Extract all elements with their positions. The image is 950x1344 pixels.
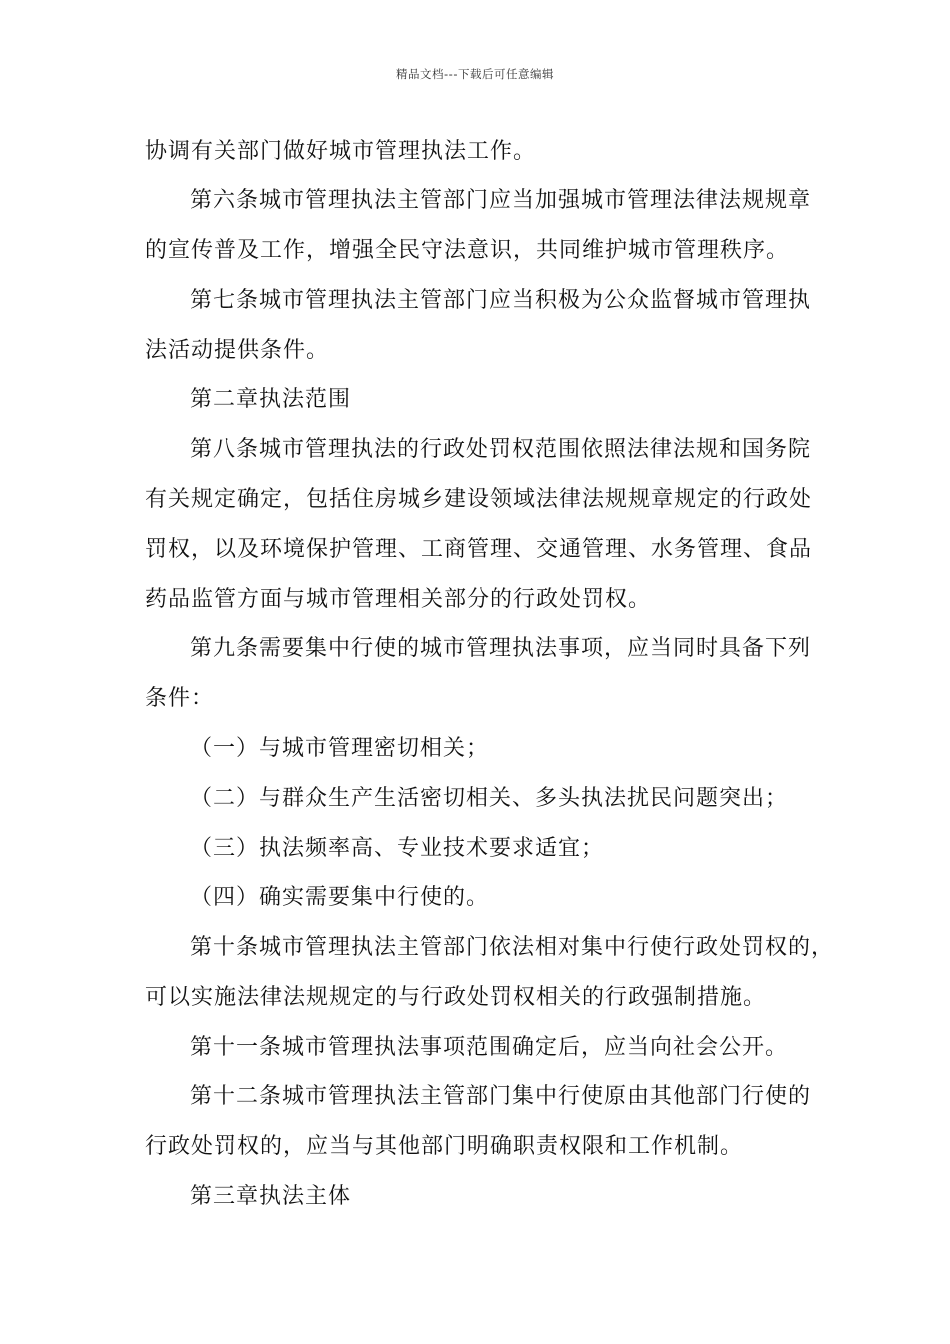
paragraph-article-6: 第六条城市管理执法主管部门应当加强城市管理法律法规规章 [190, 188, 812, 213]
paragraph-article-12: 第十二条城市管理执法主管部门集中行使原由其他部门行使的 [190, 1084, 812, 1109]
chapter-heading-2: 第二章执法范围 [190, 387, 352, 412]
list-item: （三）执法频率高、专业技术要求适宜； [190, 836, 605, 861]
body-line: 有关规定确定，包括住房城乡建设领域法律法规规章规定的行政处 [145, 487, 813, 512]
paragraph-article-9: 第九条需要集中行使的城市管理执法事项，应当同时具备下列 [190, 636, 812, 661]
body-line: 药品监管方面与城市管理相关部分的行政处罚权。 [145, 587, 652, 612]
list-item: （一）与城市管理密切相关； [190, 736, 490, 761]
list-item: （四）确实需要集中行使的。 [190, 885, 490, 910]
body-line: 行政处罚权的，应当与其他部门明确职责权限和工作机制。 [145, 1134, 744, 1159]
page-header: 精品文档---下载后可任意编辑 [396, 67, 554, 81]
body-line: 的宣传普及工作，增强全民守法意识，共同维护城市管理秩序。 [145, 238, 790, 263]
body-line: 罚权，以及环境保护管理、工商管理、交通管理、水务管理、食品 [145, 537, 813, 562]
body-line: 可以实施法律法规规定的与行政处罚权相关的行政强制措施。 [145, 985, 767, 1010]
paragraph-article-11: 第十一条城市管理执法事项范围确定后，应当向社会公开。 [190, 1035, 789, 1060]
body-line: 协调有关部门做好城市管理执法工作。 [145, 139, 537, 164]
body-line: 条件： [145, 686, 215, 711]
list-item: （二）与群众生产生活密切相关、多头执法扰民问题突出； [190, 786, 789, 811]
chapter-heading-3: 第三章执法主体 [190, 1184, 352, 1209]
paragraph-article-10: 第十条城市管理执法主管部门依法相对集中行使行政处罚权的， [190, 935, 835, 960]
paragraph-article-8: 第八条城市管理执法的行政处罚权范围依照法律法规和国务院 [190, 437, 812, 462]
body-line: 法活动提供条件。 [145, 338, 330, 363]
paragraph-article-7: 第七条城市管理执法主管部门应当积极为公众监督城市管理执 [190, 288, 812, 313]
